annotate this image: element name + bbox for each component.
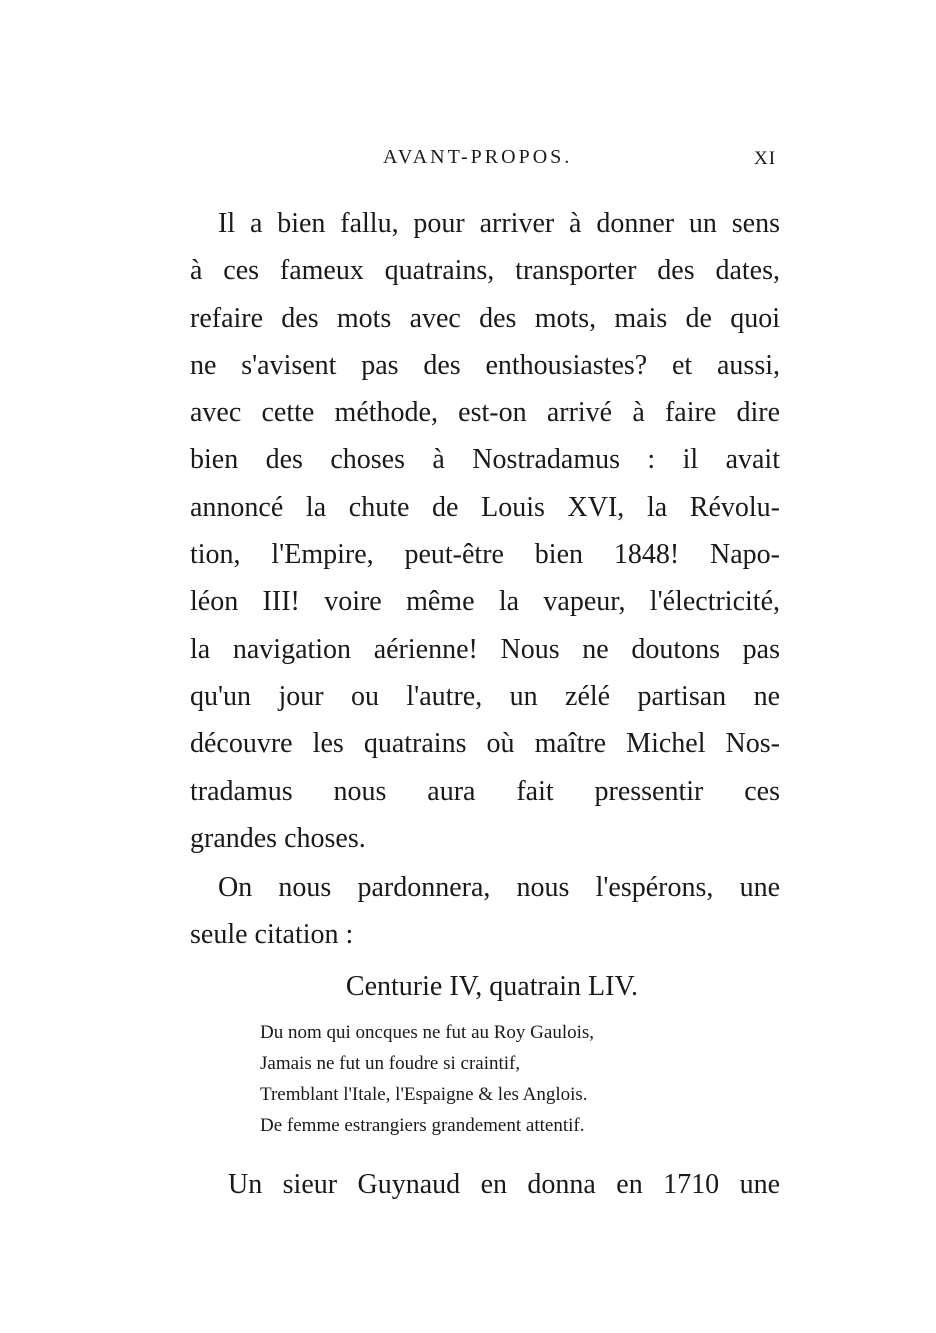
- text-line: seule citation :: [190, 919, 354, 951]
- verse-line: Jamais ne fut un foudre si craintif,: [260, 1052, 521, 1074]
- text-line: tradamus nous aura fait pressentir ces: [190, 775, 780, 807]
- text-line: avec cette méthode, est-on arrivé à faire dire: [190, 397, 780, 429]
- text-line: grandes choses.: [190, 822, 366, 854]
- body-text: [190, 200, 780, 1208]
- verse-quatrain: [260, 1017, 780, 1141]
- final-line: Un sieur Guynaud en donna en 1710 une: [228, 1168, 780, 1200]
- text-line: ne s'avisent pas des enthousiastes? et aussi,: [190, 349, 780, 381]
- paragraph-2: [190, 864, 780, 959]
- running-title: AVANT-PROPOS.: [383, 146, 573, 168]
- text-line: On nous pardonnera, nous l'espérons, une: [218, 872, 780, 904]
- text-line: qu'un jour ou l'autre, un zélé partisan ne: [190, 680, 780, 712]
- text-line: la navigation aérienne! Nous ne doutons pas: [190, 633, 780, 665]
- text-line: bien des choses à Nostradamus : il avait: [190, 444, 780, 476]
- verse-line: De femme estrangiers grandement attentif.: [260, 1114, 585, 1136]
- text-line: tion, l'Empire, peut-être bien 1848! Napo-: [190, 539, 780, 571]
- paragraph-1: [190, 200, 780, 862]
- citation-heading: Centurie IV, quatrain LIV.: [345, 970, 639, 1002]
- verse-line: Du nom qui oncques ne fut au Roy Gaulois,: [260, 1021, 595, 1043]
- text-line: léon III! voire même la vapeur, l'électricité,: [190, 586, 780, 618]
- text-line: annoncé la chute de Louis XVI, la Révolu-: [190, 491, 780, 523]
- text-line: Il a bien fallu, pour arriver à donner un sens: [218, 208, 780, 239]
- text-line: à ces fameux quatrains, transporter des dates,: [190, 255, 780, 287]
- page-header: [0, 146, 936, 176]
- text-line: découvre les quatrains où maître Michel Nos-: [190, 728, 780, 760]
- verse-line: Tremblant l'Itale, l'Espaigne & les Anglois.: [260, 1083, 588, 1105]
- page-number: XI: [754, 148, 777, 169]
- text-line: refaire des mots avec des mots, mais de quoi: [190, 302, 780, 334]
